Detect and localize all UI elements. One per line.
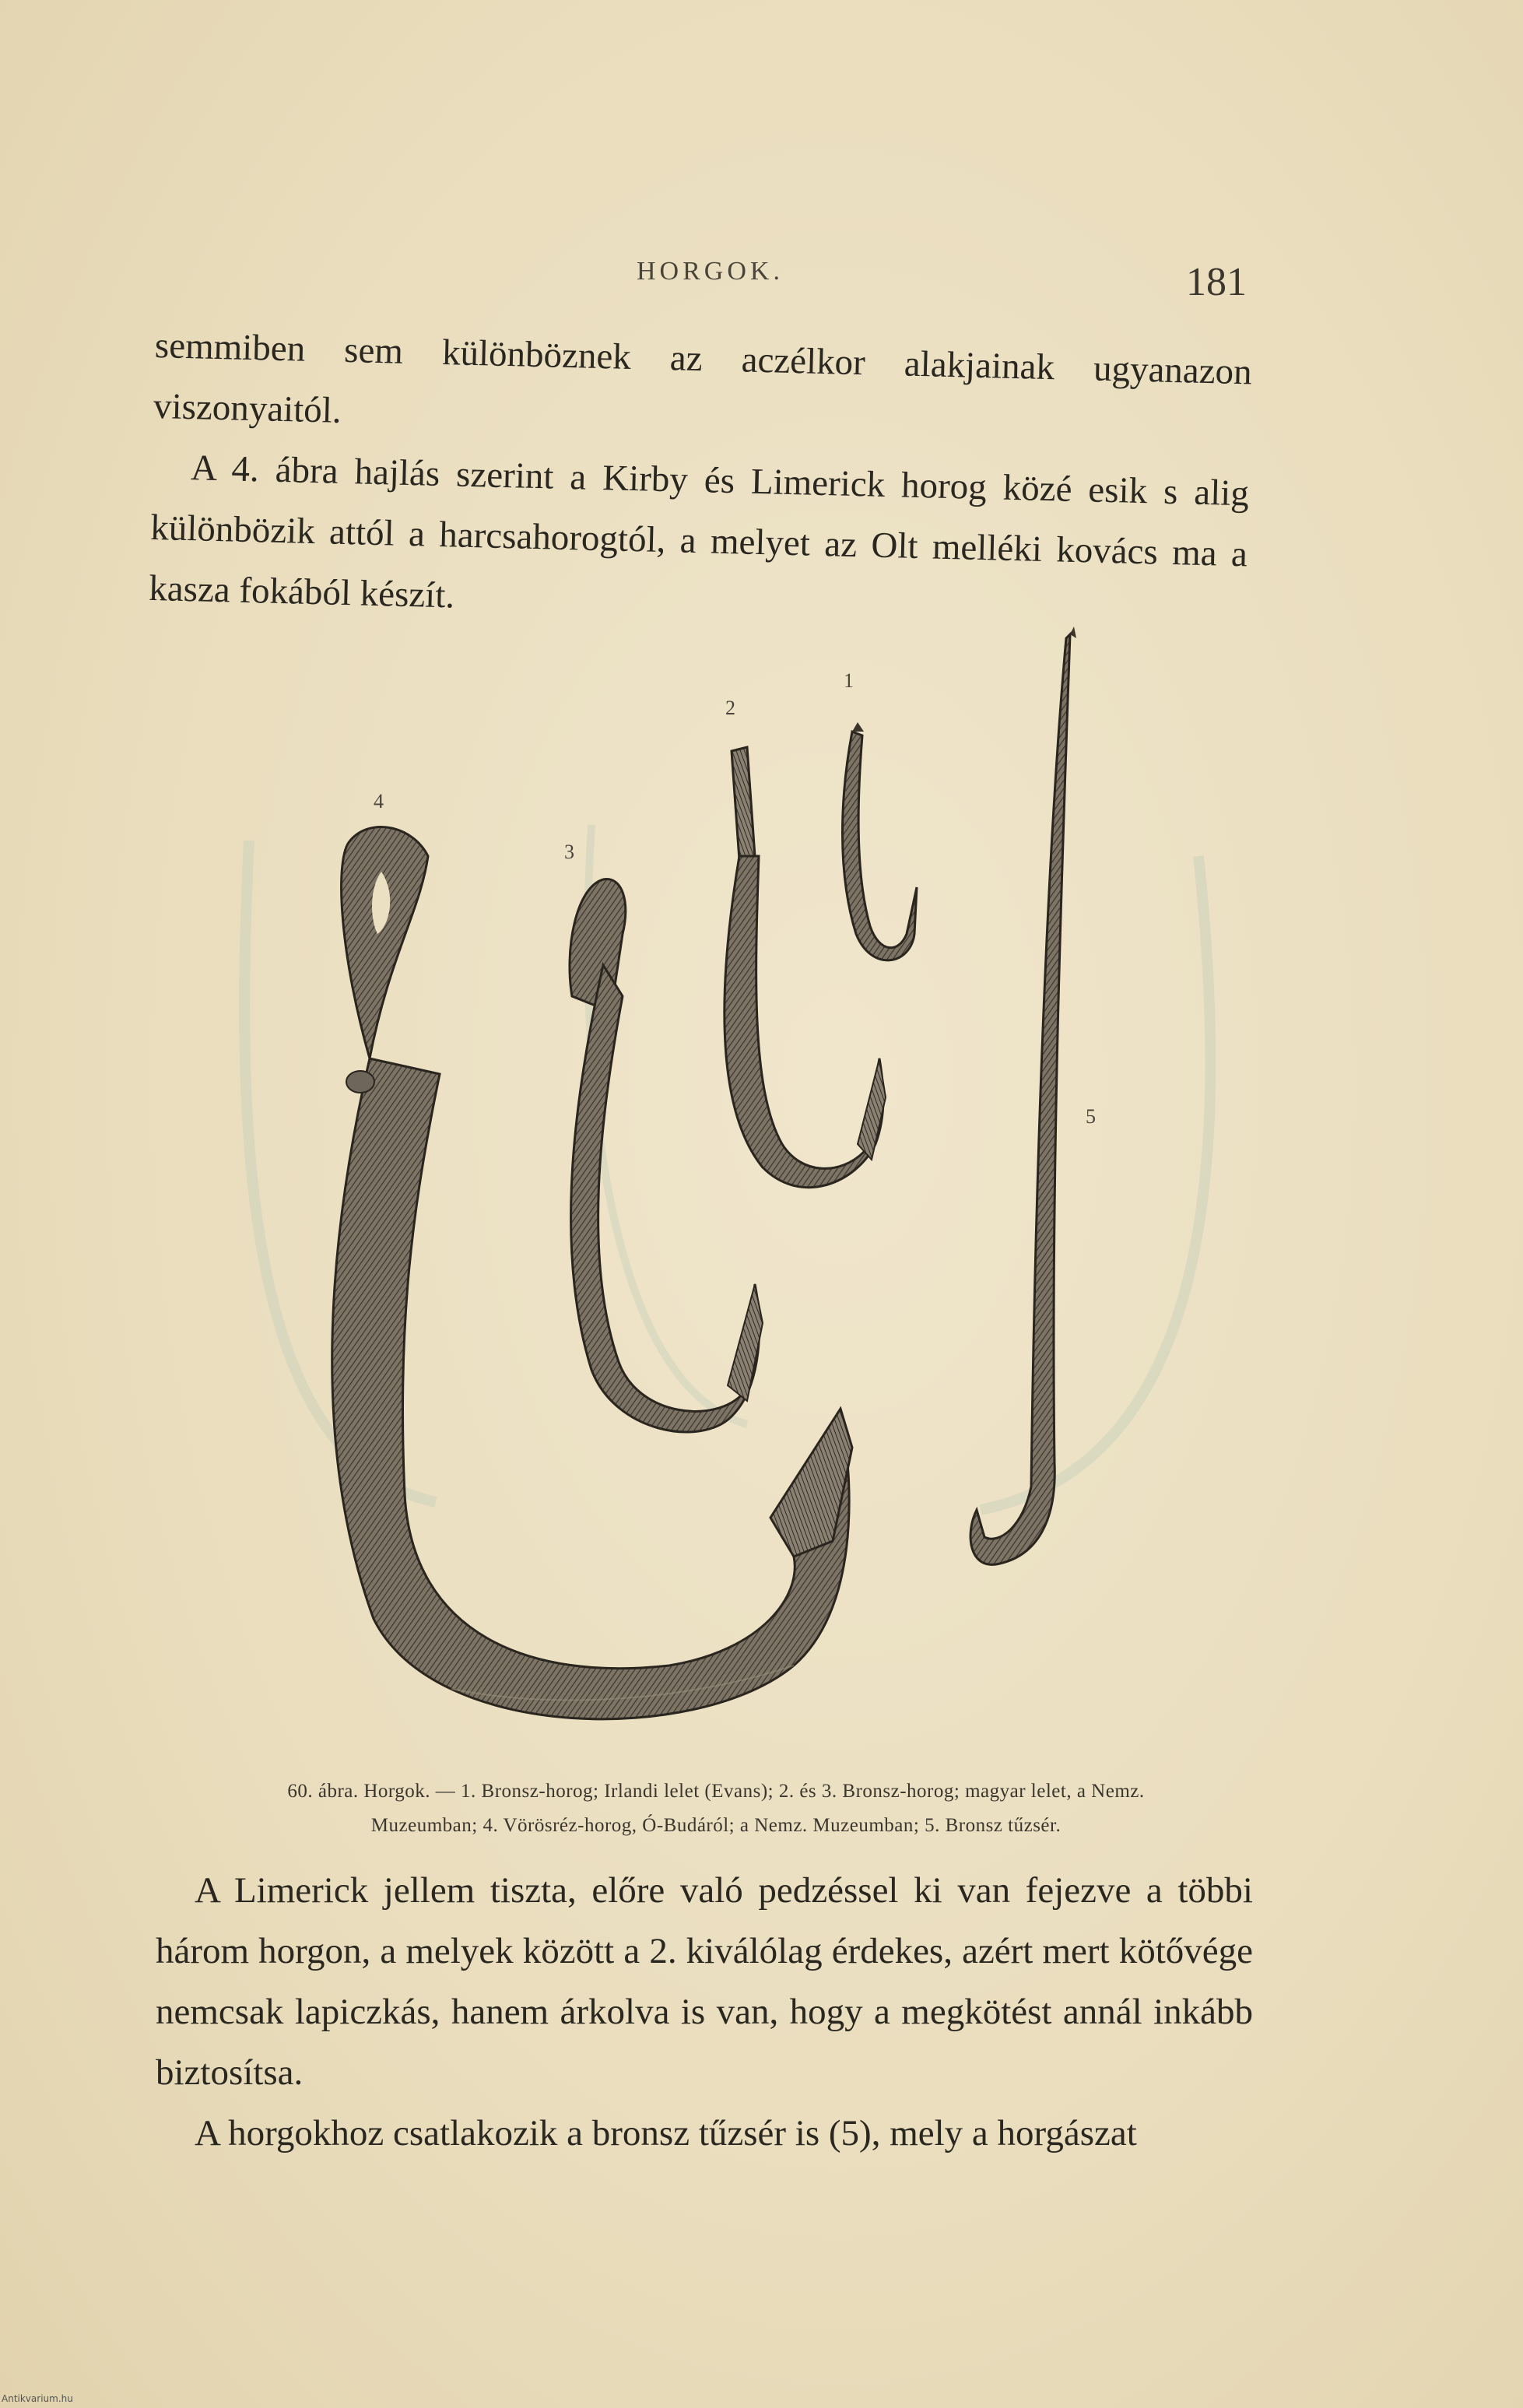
hook-5-needle (970, 627, 1076, 1564)
hooks-engraving (296, 623, 1198, 1767)
figure-label-3: 3 (564, 841, 574, 863)
caption-line-1: 60. ábra. Horgok. — 1. Bronsz-horog; Irlandi lelet (Evans); 2. és 3. Bronsz-horog; magyar lelet, a Nemz. (287, 1781, 1145, 1802)
paragraph-tuzser: A horgokhoz csatlakozik a bronsz tűzsér is (5), mely a horgászat (195, 2113, 1137, 2154)
hook-1 (843, 722, 918, 960)
figure-60-hooks (296, 623, 1198, 1767)
figure-label-1: 1 (844, 669, 854, 692)
bottom-text-block (156, 1860, 1253, 2164)
top-text-block (148, 315, 1252, 645)
figure-label-4: 4 (374, 790, 384, 813)
corner-watermark: Antikvarium.hu (2, 2393, 73, 2404)
caption-line-2: Muzeumban; 4. Vörösréz-horog, Ó-Budáról; a Nemz. Muzeumban; 5. Bronsz tűzsér. (370, 1815, 1062, 1836)
paragraph-limerick: A Limerick jellem tiszta, előre való pedzéssel ki van fejezve a többi három horgon, a melyek között a 2. kiválólag érdekes, azért mert kötővége nemcsak lapiczkás, hanem árkolva is van, hogy a megkötést annál inkább biztosítsa. (156, 1870, 1253, 2093)
paragraph-figure-4: A 4. ábra hajlás szerint a Kirby és Limerick horog közé esik s alig különbözik attól a harcsahorogtól, a melyet az Olt melléki kovács ma a kasza fokából készít. (148, 448, 1250, 616)
hook-2 (725, 747, 886, 1188)
running-head: HORGOK. (637, 257, 784, 286)
figure-label-2: 2 (725, 697, 735, 719)
paragraph-continued: semmiben sem különböznek az aczélkor alakjainak ugyanazon viszonyaitól. (153, 325, 1253, 431)
page-number: 181 (1186, 260, 1247, 304)
figure-caption (187, 1774, 1245, 1843)
figure-label-5: 5 (1086, 1105, 1096, 1128)
